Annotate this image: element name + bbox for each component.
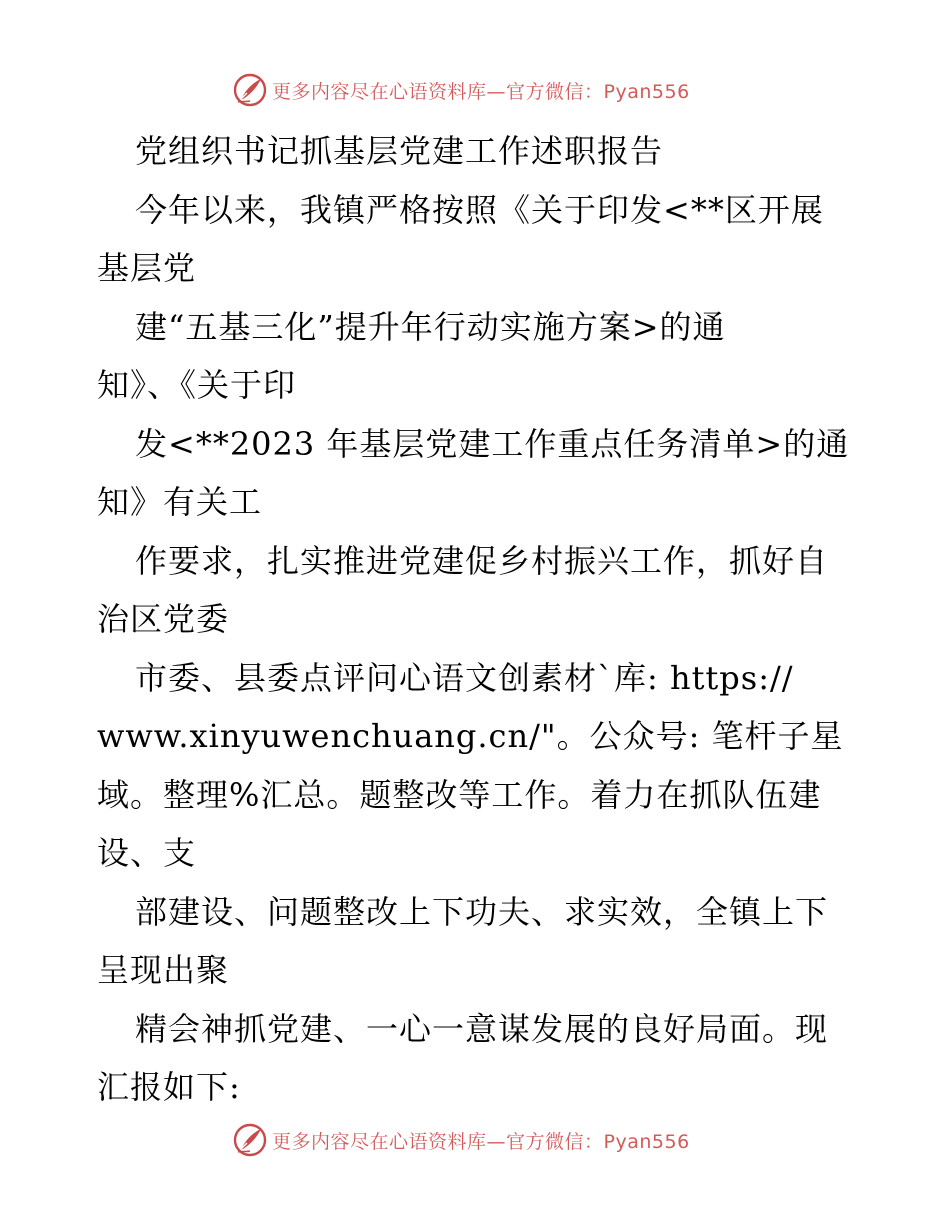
- text-line: 发<**2023 年基层党建工作重点任务清单>的通: [135, 424, 850, 463]
- text-line: 知》有关工: [97, 483, 263, 521]
- text-line: 域。整理%汇总。题整改等工作。着力在抓队伍建: [97, 775, 822, 814]
- text-line: 部建设、问题整改上下功夫、求实效，全镇上下: [135, 892, 829, 931]
- text-line: 汇报如下:: [97, 1068, 241, 1106]
- document-title: 党组织书记抓基层党建工作述职报告: [135, 132, 664, 170]
- text-line: 呈现出聚: [97, 951, 230, 989]
- text-line: 治区党委: [97, 600, 230, 638]
- feather-pen-logo-icon: [232, 1122, 268, 1158]
- text-line: 设、支: [97, 834, 197, 872]
- text-line: 知》、《关于印: [97, 366, 297, 404]
- text-line: 作要求，扎实推进党建促乡村振兴工作，抓好自: [135, 541, 829, 580]
- text-line: 精会神抓党建、一心一意谋发展的良好局面。现: [135, 1009, 829, 1048]
- watermark-text: 更多内容尽在心语资料库—官方微信：Pyan556: [272, 80, 690, 103]
- text-line: 基层党: [97, 249, 197, 287]
- feather-pen-logo-icon: [232, 72, 268, 108]
- watermark-text: 更多内容尽在心语资料库—官方微信：Pyan556: [272, 1130, 690, 1153]
- text-line: 市委、县委点评问心语文创素材`库: https://: [135, 658, 794, 697]
- header-watermark: [232, 72, 690, 108]
- footer-watermark: [232, 1122, 690, 1158]
- text-line: 建“五基三化”提升年行动实施方案>的通: [135, 307, 726, 346]
- document-body: [97, 122, 867, 1117]
- text-line: www.xinyuwenchuang.cn/"。公众号: 笔杆子星: [97, 717, 844, 755]
- text-line: 今年以来，我镇严格按照《关于印发<**区开展: [135, 190, 824, 229]
